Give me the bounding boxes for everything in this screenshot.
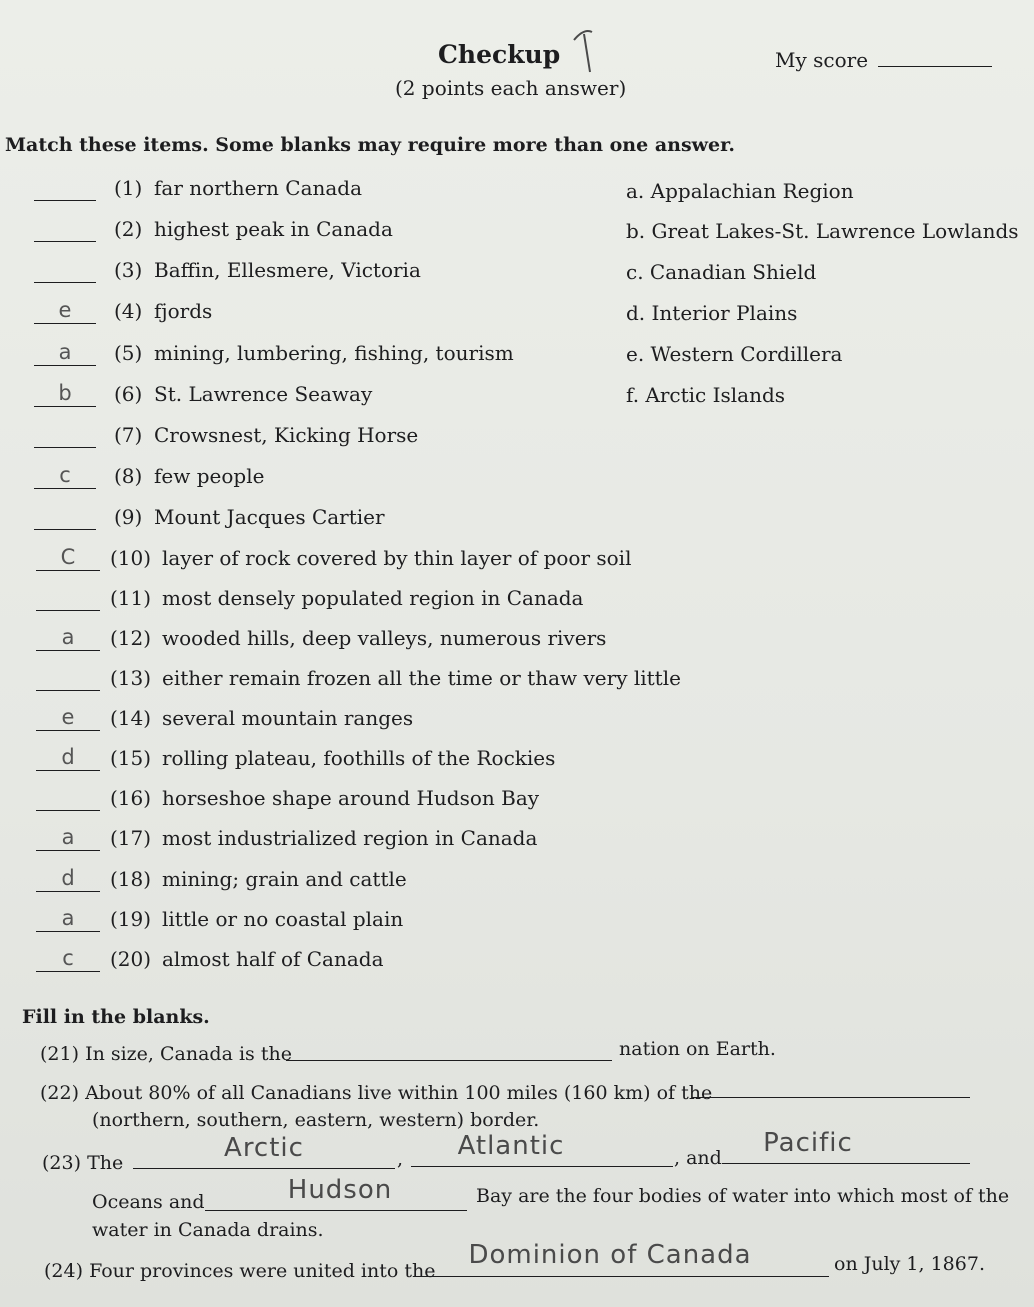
matching-item xyxy=(22,258,642,286)
question-text: In size, Canada is the xyxy=(85,1043,292,1065)
item-number: (13) xyxy=(110,666,152,690)
item-number: (8) xyxy=(114,464,143,488)
page-title: Checkup xyxy=(438,40,561,69)
item-number: (6) xyxy=(114,382,143,406)
choice-option: d. Interior Plains xyxy=(626,301,798,325)
question-23 xyxy=(42,1152,123,1174)
answer-blank[interactable]: C xyxy=(36,546,100,571)
item-text: Mount Jacques Cartier xyxy=(154,505,385,529)
answer-blank[interactable] xyxy=(34,176,96,201)
item-text: highest peak in Canada xyxy=(154,217,393,241)
question-23-line3: water in Canada drains. xyxy=(92,1219,324,1241)
question-number: (22) xyxy=(40,1082,80,1104)
choice-option: e. Western Cordillera xyxy=(626,342,843,366)
answer-blank[interactable] xyxy=(34,217,96,242)
answer-blank[interactable]: d xyxy=(36,867,100,892)
matching-item xyxy=(22,464,642,492)
item-text: mining; grain and cattle xyxy=(162,867,407,891)
q23-answer-2: Atlantic xyxy=(457,1131,565,1161)
question-21 xyxy=(40,1043,292,1065)
question-24-end: on July 1, 1867. xyxy=(834,1253,985,1275)
matching-item xyxy=(22,706,642,734)
question-22 xyxy=(40,1082,712,1104)
question-text: The xyxy=(87,1152,124,1174)
item-number: (17) xyxy=(110,826,152,850)
matching-item xyxy=(22,867,642,895)
fill-instruction: Fill in the blanks. xyxy=(22,1006,210,1028)
item-number: (1) xyxy=(114,176,143,200)
choice-option: c. Canadian Shield xyxy=(626,260,817,284)
item-text: layer of rock covered by thin layer of poor soil xyxy=(162,546,632,570)
item-number: (15) xyxy=(110,746,152,770)
item-number: (7) xyxy=(114,423,143,447)
q23-blank-2[interactable] xyxy=(411,1166,673,1167)
matching-item xyxy=(22,786,642,814)
item-text: fjords xyxy=(154,299,213,323)
question-22-line2: (northern, southern, eastern, western) border. xyxy=(92,1109,540,1131)
item-text: Baffin, Ellesmere, Victoria xyxy=(154,258,421,282)
item-number: (19) xyxy=(110,907,152,931)
question-number: (23) xyxy=(42,1152,82,1174)
answer-blank[interactable]: e xyxy=(34,299,96,324)
item-number: (14) xyxy=(110,706,152,730)
comma: , xyxy=(397,1148,404,1170)
choice-option: f. Arctic Islands xyxy=(626,383,786,407)
item-text: several mountain ranges xyxy=(162,706,414,730)
item-text: most industrialized region in Canada xyxy=(162,826,538,850)
question-number: (24) xyxy=(44,1260,84,1282)
item-number: (16) xyxy=(110,786,152,810)
answer-blank[interactable]: b xyxy=(34,382,96,407)
choice-option: a. Appalachian Region xyxy=(626,179,854,203)
item-number: (12) xyxy=(110,626,152,650)
answer-blank[interactable] xyxy=(36,586,100,611)
q22-answer-blank[interactable] xyxy=(692,1097,970,1098)
item-number: (3) xyxy=(114,258,143,282)
choice-option: b. Great Lakes-St. Lawrence Lowlands xyxy=(626,219,1019,243)
item-number: (20) xyxy=(110,947,152,971)
matching-item xyxy=(22,505,642,533)
matching-item xyxy=(22,746,642,774)
item-text: St. Lawrence Seaway xyxy=(154,382,373,406)
matching-item xyxy=(22,666,681,694)
answer-blank[interactable] xyxy=(34,505,96,530)
q24-answer-blank[interactable] xyxy=(415,1276,829,1277)
item-number: (2) xyxy=(114,217,143,241)
matching-item xyxy=(22,947,642,975)
and-text: , and xyxy=(674,1147,722,1169)
q23-blank-3[interactable] xyxy=(722,1163,970,1164)
item-number: (18) xyxy=(110,867,152,891)
matching-item xyxy=(22,586,642,614)
matching-item xyxy=(22,546,642,574)
item-text: either remain frozen all the time or thaw very little xyxy=(162,666,681,690)
q23-blank-1[interactable] xyxy=(133,1168,395,1169)
answer-blank[interactable] xyxy=(34,423,96,448)
score-field[interactable] xyxy=(775,48,992,72)
item-text: far northern Canada xyxy=(154,176,363,200)
score-blank[interactable] xyxy=(878,66,992,67)
matching-item xyxy=(22,299,642,327)
question-21-end: nation on Earth. xyxy=(619,1038,776,1060)
answer-blank[interactable]: e xyxy=(36,706,100,731)
item-text: few people xyxy=(154,464,265,488)
item-text: mining, lumbering, fishing, tourism xyxy=(154,341,514,365)
matching-item xyxy=(22,217,642,245)
matching-item xyxy=(22,907,642,935)
answer-blank[interactable] xyxy=(36,786,100,811)
bay-text: Bay are the four bodies of water into which most of the xyxy=(476,1185,1010,1207)
question-24 xyxy=(44,1260,435,1282)
answer-blank[interactable]: a xyxy=(34,341,96,366)
item-number: (10) xyxy=(110,546,152,570)
oceans-and: Oceans and xyxy=(92,1191,205,1213)
answer-blank[interactable]: c xyxy=(36,947,100,972)
answer-blank[interactable]: c xyxy=(34,464,96,489)
points-note: (2 points each answer) xyxy=(395,76,627,100)
item-text: little or no coastal plain xyxy=(162,907,404,931)
item-number: (11) xyxy=(110,586,152,610)
q24-answer: Dominion of Canada xyxy=(468,1240,752,1270)
item-text: horseshoe shape around Hudson Bay xyxy=(162,786,540,810)
q23-answer-3: Pacific xyxy=(763,1128,853,1158)
matching-instruction: Match these items. Some blanks may require more than one answer. xyxy=(5,134,735,156)
matching-item xyxy=(22,341,642,369)
answer-blank[interactable]: a xyxy=(36,907,100,932)
item-text: most densely populated region in Canada xyxy=(162,586,584,610)
answer-blank[interactable] xyxy=(34,258,96,283)
item-text: rolling plateau, foothills of the Rockies xyxy=(162,746,556,770)
item-number: (9) xyxy=(114,505,143,529)
handwritten-mark-icon xyxy=(570,26,600,76)
matching-item xyxy=(22,423,642,451)
item-text: almost half of Canada xyxy=(162,947,384,971)
matching-item xyxy=(22,626,642,654)
item-text: Crowsnest, Kicking Horse xyxy=(154,423,419,447)
answer-blank[interactable]: a xyxy=(36,626,100,651)
q23-answer-4: Hudson xyxy=(287,1175,393,1205)
answer-blank[interactable] xyxy=(36,666,100,691)
item-text: wooded hills, deep valleys, numerous rivers xyxy=(162,626,607,650)
score-label: My score xyxy=(775,48,869,72)
item-number: (5) xyxy=(114,341,143,365)
matching-item xyxy=(22,826,642,854)
matching-item xyxy=(22,382,642,410)
q23-answer-1: Arctic xyxy=(224,1133,304,1163)
item-number: (4) xyxy=(114,299,143,323)
q21-answer-blank[interactable] xyxy=(286,1060,612,1061)
matching-item xyxy=(22,176,642,204)
answer-blank[interactable]: a xyxy=(36,826,100,851)
question-text: About 80% of all Canadians live within 100 miles (160 km) of the xyxy=(85,1082,713,1104)
question-text: Four provinces were united into the xyxy=(89,1260,436,1282)
question-number: (21) xyxy=(40,1043,80,1065)
answer-blank[interactable]: d xyxy=(36,746,100,771)
q23-blank-4[interactable] xyxy=(205,1210,467,1211)
